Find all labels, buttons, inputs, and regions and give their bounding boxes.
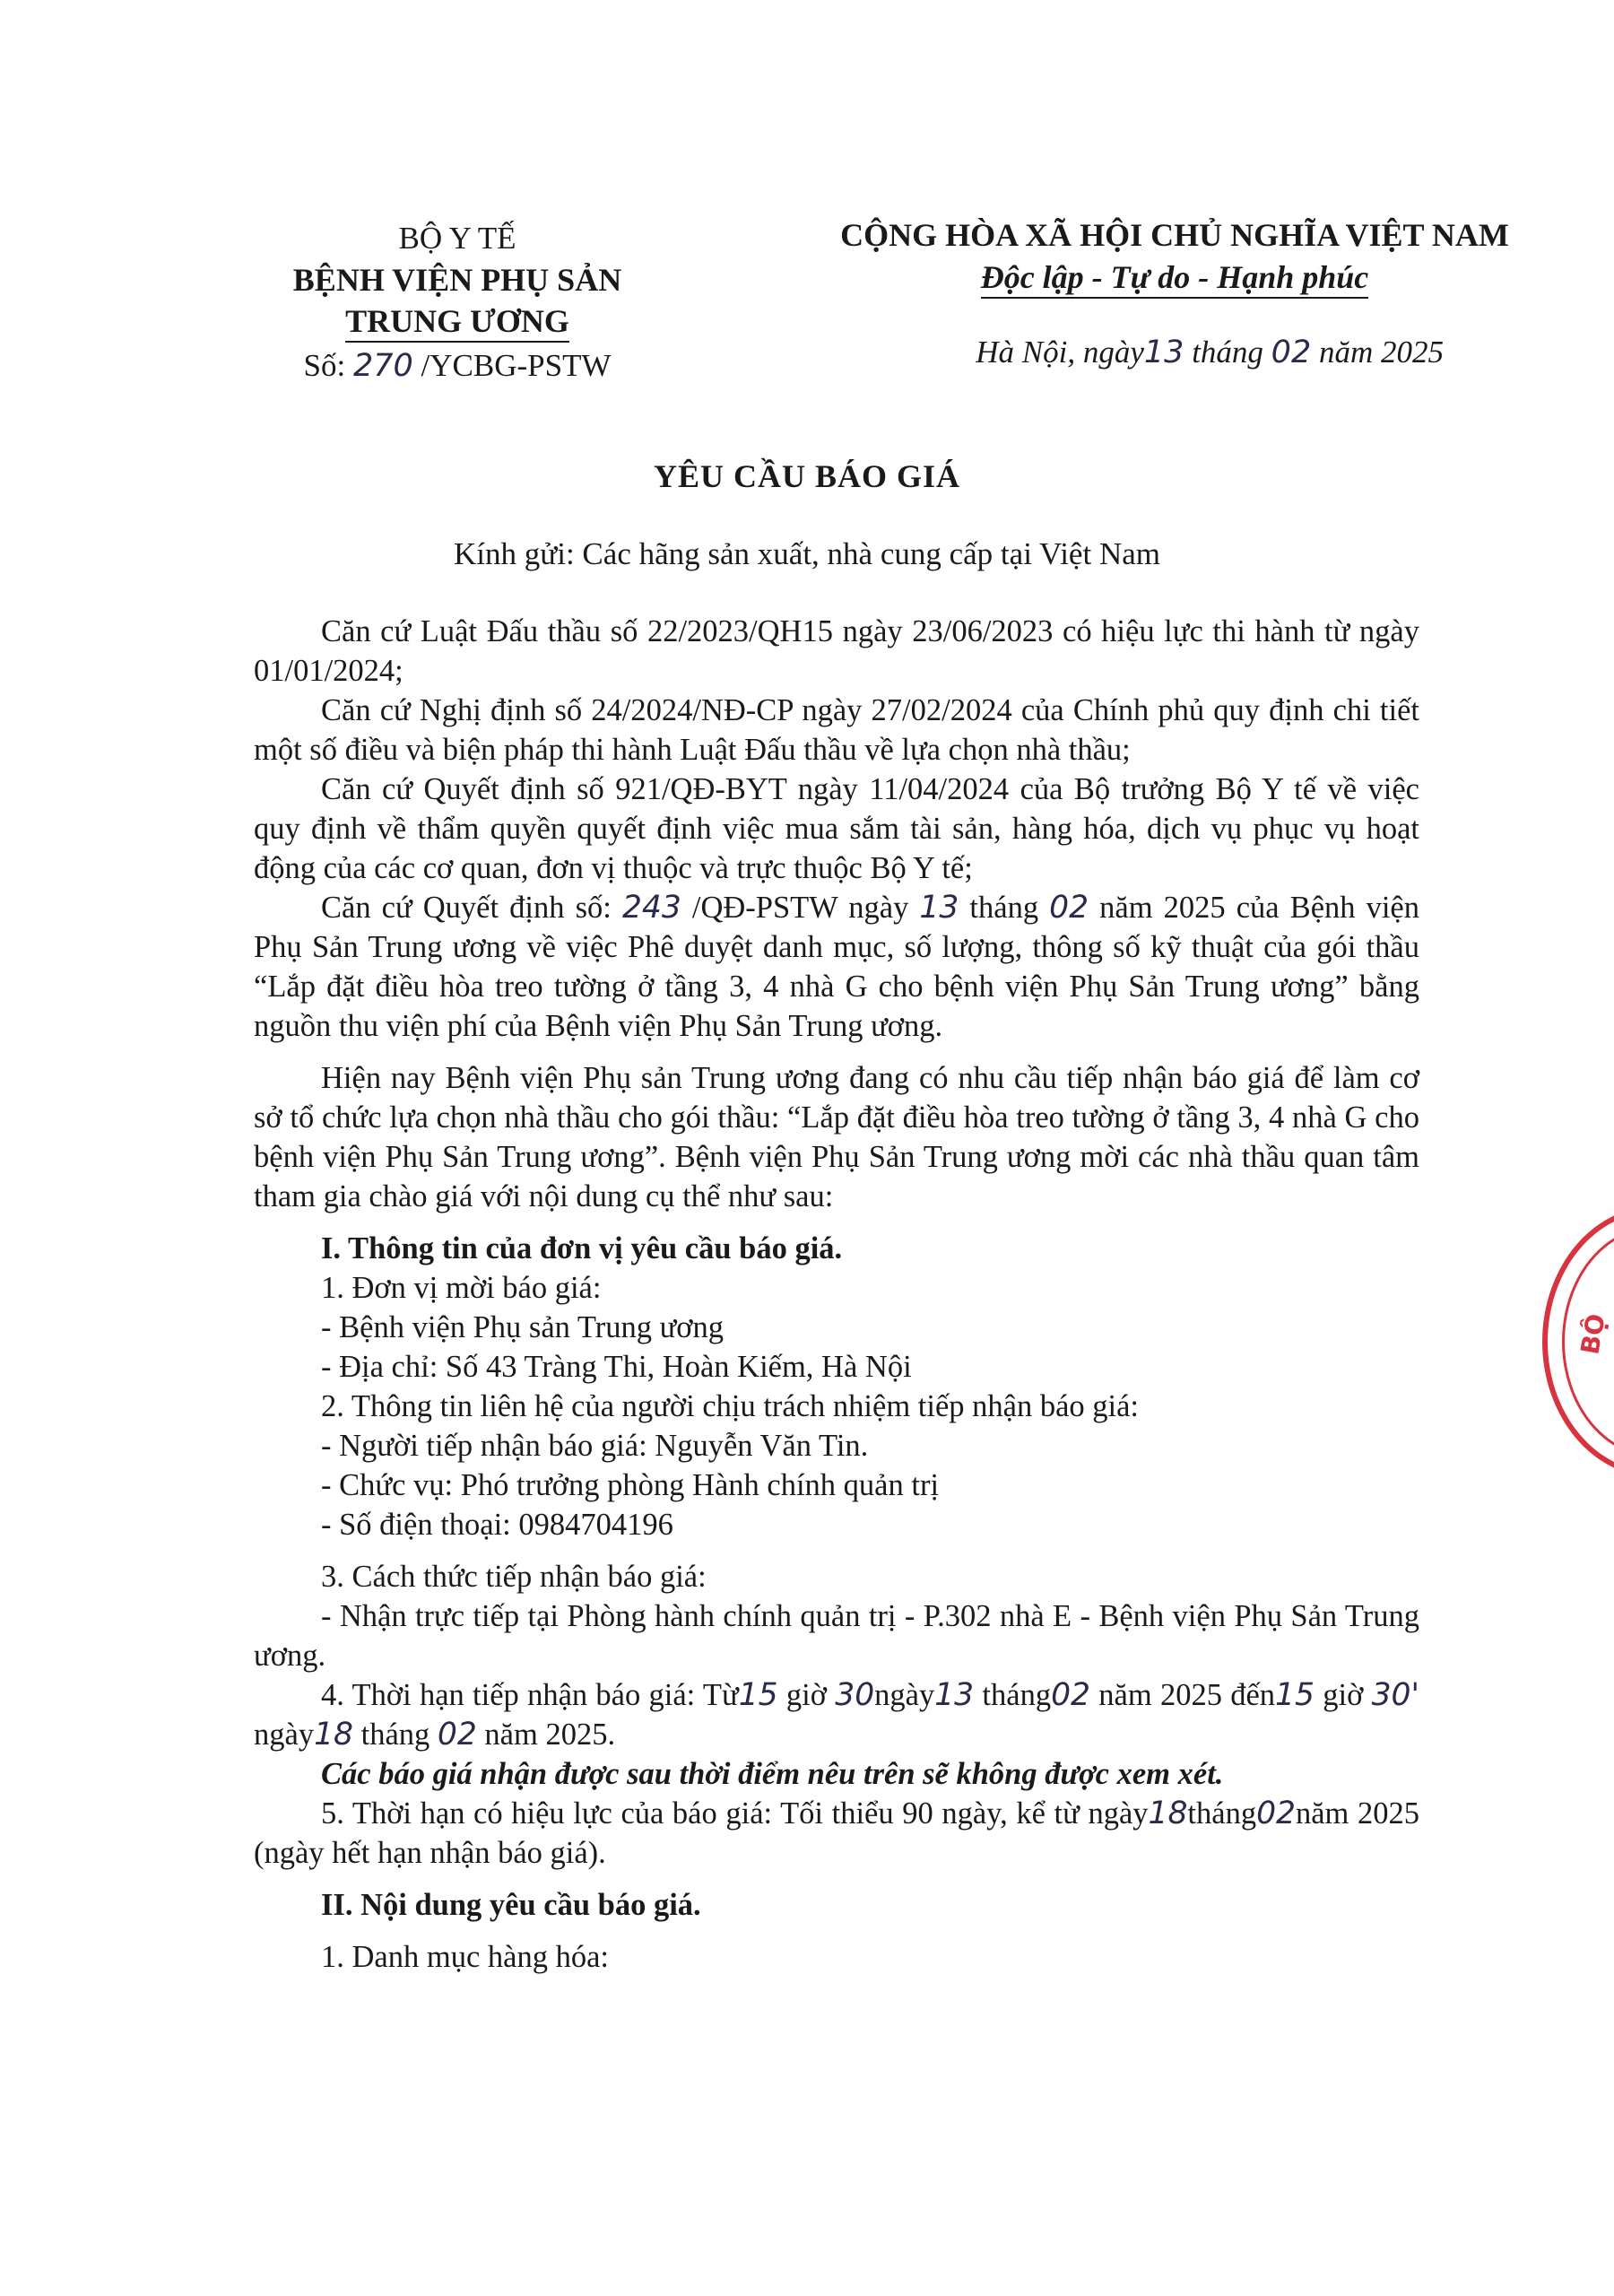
handwritten-start-day: 13 bbox=[934, 1677, 975, 1713]
handwritten-decision-number: 243 bbox=[621, 890, 681, 926]
seal-text: BỘ bbox=[1575, 1311, 1611, 1357]
section-1-item-4: 4. Thời hạn tiếp nhận báo giá: Từ15 giờ 30ngày13 tháng02 năm 2025 đến15 giờ 30' ngày18 tháng 02 năm 2025. bbox=[254, 1677, 1419, 1752]
ministry-name: BỘ Y TẾ bbox=[398, 221, 516, 256]
document-body bbox=[254, 612, 1419, 1977]
national-motto: Độc lập - Tự do - Hạnh phúc bbox=[834, 257, 1515, 298]
handwritten-end-day: 18 bbox=[314, 1717, 353, 1752]
section-1-item-1b: - Địa chỉ: Số 43 Tràng Thi, Hoàn Kiếm, Hà Nội bbox=[321, 1350, 912, 1384]
section-1-item-1: 1. Đơn vị mời báo giá: bbox=[321, 1271, 602, 1305]
issue-date: Hà Nội, ngày13 tháng 02 năm 2025 bbox=[976, 335, 1444, 370]
basis-paragraph-4: Căn cứ Quyết định số: 243 /QĐ-PSTW ngày 13 tháng 02 năm 2025 của Bệnh viện Phụ Sản Trung ương về việc Phê duyệt danh mục, số lượng, thông số kỹ thuật của gói thầu “Lắp đặt điều hòa treo tường ở tầng 3, 4 nhà G cho bệnh viện Phụ Sản Trung ương” bằng nguồn thu viện phí của Bệnh viện Phụ Sản Trung ương. bbox=[254, 890, 1419, 1043]
section-1-item-5: 5. Thời hạn có hiệu lực của báo giá: Tối thiểu 90 ngày, kể từ ngày18tháng02năm 2025 (ngày hết hạn nhận báo giá). bbox=[254, 1796, 1419, 1870]
basis-paragraph-3: Căn cứ Quyết định số 921/QĐ-BYT ngày 11/04/2024 của Bộ trưởng Bộ Y tế về việc quy định về thẩm quyền quyết định việc mua sắm tài sản, hàng hóa, dịch vụ phục vụ hoạt động của các cơ quan, đơn vị thuộc và trực thuộc Bộ Y tế; bbox=[254, 772, 1419, 885]
document-title: YÊU CẦU BÁO GIÁ bbox=[653, 458, 961, 494]
handwritten-doc-number: 270 bbox=[352, 348, 413, 384]
section-1-item-2: 2. Thông tin liên hệ của người chịu trách nhiệm tiếp nhận báo giá: bbox=[321, 1389, 1139, 1423]
intro-paragraph: Hiện nay Bệnh viện Phụ sản Trung ương đang có nhu cầu tiếp nhận báo giá để làm cơ sở tổ chức lựa chọn nhà thầu cho gói thầu: “Lắp đặt điều hòa treo tường ở tầng 3, 4 nhà G cho bệnh viện Phụ Sản Trung ương”. Bệnh viện Phụ Sản Trung ương mời các nhà thầu quan tâm tham gia chào giá với nội dung cụ thể như sau: bbox=[254, 1061, 1419, 1213]
handwritten-validity-day: 18 bbox=[1148, 1796, 1188, 1831]
hospital-name-line2: TRUNG ƯƠNG bbox=[269, 300, 646, 342]
late-quote-note: Các báo giá nhận được sau thời điểm nêu trên sẽ không được xem xét. bbox=[321, 1757, 1224, 1791]
handwritten-start-minute: 30 bbox=[835, 1677, 875, 1713]
handwritten-decision-month: 02 bbox=[1049, 890, 1089, 926]
document-number: Số: 270 /YCBG-PSTW bbox=[303, 348, 612, 384]
basis-paragraph-2: Căn cứ Nghị định số 24/2024/NĐ-CP ngày 27/02/2024 của Chính phủ quy định chi tiết một số điều và biện pháp thi hành Luật Đấu thầu về lựa chọn nhà thầu; bbox=[254, 693, 1419, 767]
section-1-item-2b: - Chức vụ: Phó trưởng phòng Hành chính quản trị bbox=[321, 1468, 940, 1502]
handwritten-end-minute: 30' bbox=[1371, 1677, 1419, 1713]
section-1-item-2a: - Người tiếp nhận báo giá: Nguyễn Văn Tin. bbox=[321, 1429, 869, 1463]
basis-paragraph-1: Căn cứ Luật Đấu thầu số 22/2023/QH15 ngày 23/06/2023 có hiệu lực thi hành từ ngày 01/01/2024; bbox=[254, 614, 1419, 688]
handwritten-month: 02 bbox=[1271, 335, 1312, 370]
handwritten-end-month: 02 bbox=[437, 1717, 477, 1752]
handwritten-validity-month: 02 bbox=[1256, 1796, 1296, 1831]
section-1-item-3a: - Nhận trực tiếp tại Phòng hành chính quản trị - P.302 nhà E - Bệnh viện Phụ Sản Trung ương. bbox=[254, 1599, 1419, 1673]
handwritten-end-hour: 15 bbox=[1275, 1677, 1315, 1713]
nation-name: CỘNG HÒA XÃ HỘI CHỦ NGHĨA VIỆT NAM bbox=[840, 217, 1509, 253]
section-1-item-3: 3. Cách thức tiếp nhận báo giá: bbox=[321, 1560, 707, 1594]
greeting: Kính gửi: Các hãng sản xuất, nhà cung cấp tại Việt Nam bbox=[454, 536, 1160, 571]
section-1-heading: I. Thông tin của đơn vị yêu cầu báo giá. bbox=[321, 1231, 843, 1265]
handwritten-decision-day: 13 bbox=[919, 890, 959, 926]
red-seal-stamp bbox=[1542, 1206, 1614, 1477]
handwritten-start-month: 02 bbox=[1051, 1677, 1090, 1713]
section-2-heading: II. Nội dung yêu cầu báo giá. bbox=[321, 1888, 701, 1922]
handwritten-day: 13 bbox=[1143, 335, 1184, 370]
section-1-item-1a: - Bệnh viện Phụ sản Trung ương bbox=[321, 1310, 725, 1344]
national-header bbox=[834, 213, 1515, 373]
section-2-item-1: 1. Danh mục hàng hóa: bbox=[321, 1940, 609, 1974]
hospital-name-line1: BỆNH VIỆN PHỤ SẢN bbox=[292, 262, 622, 298]
handwritten-start-hour: 15 bbox=[738, 1677, 778, 1713]
section-1-item-2c: - Số điện thoại: 0984704196 bbox=[321, 1508, 673, 1542]
issuer-block bbox=[269, 218, 646, 387]
